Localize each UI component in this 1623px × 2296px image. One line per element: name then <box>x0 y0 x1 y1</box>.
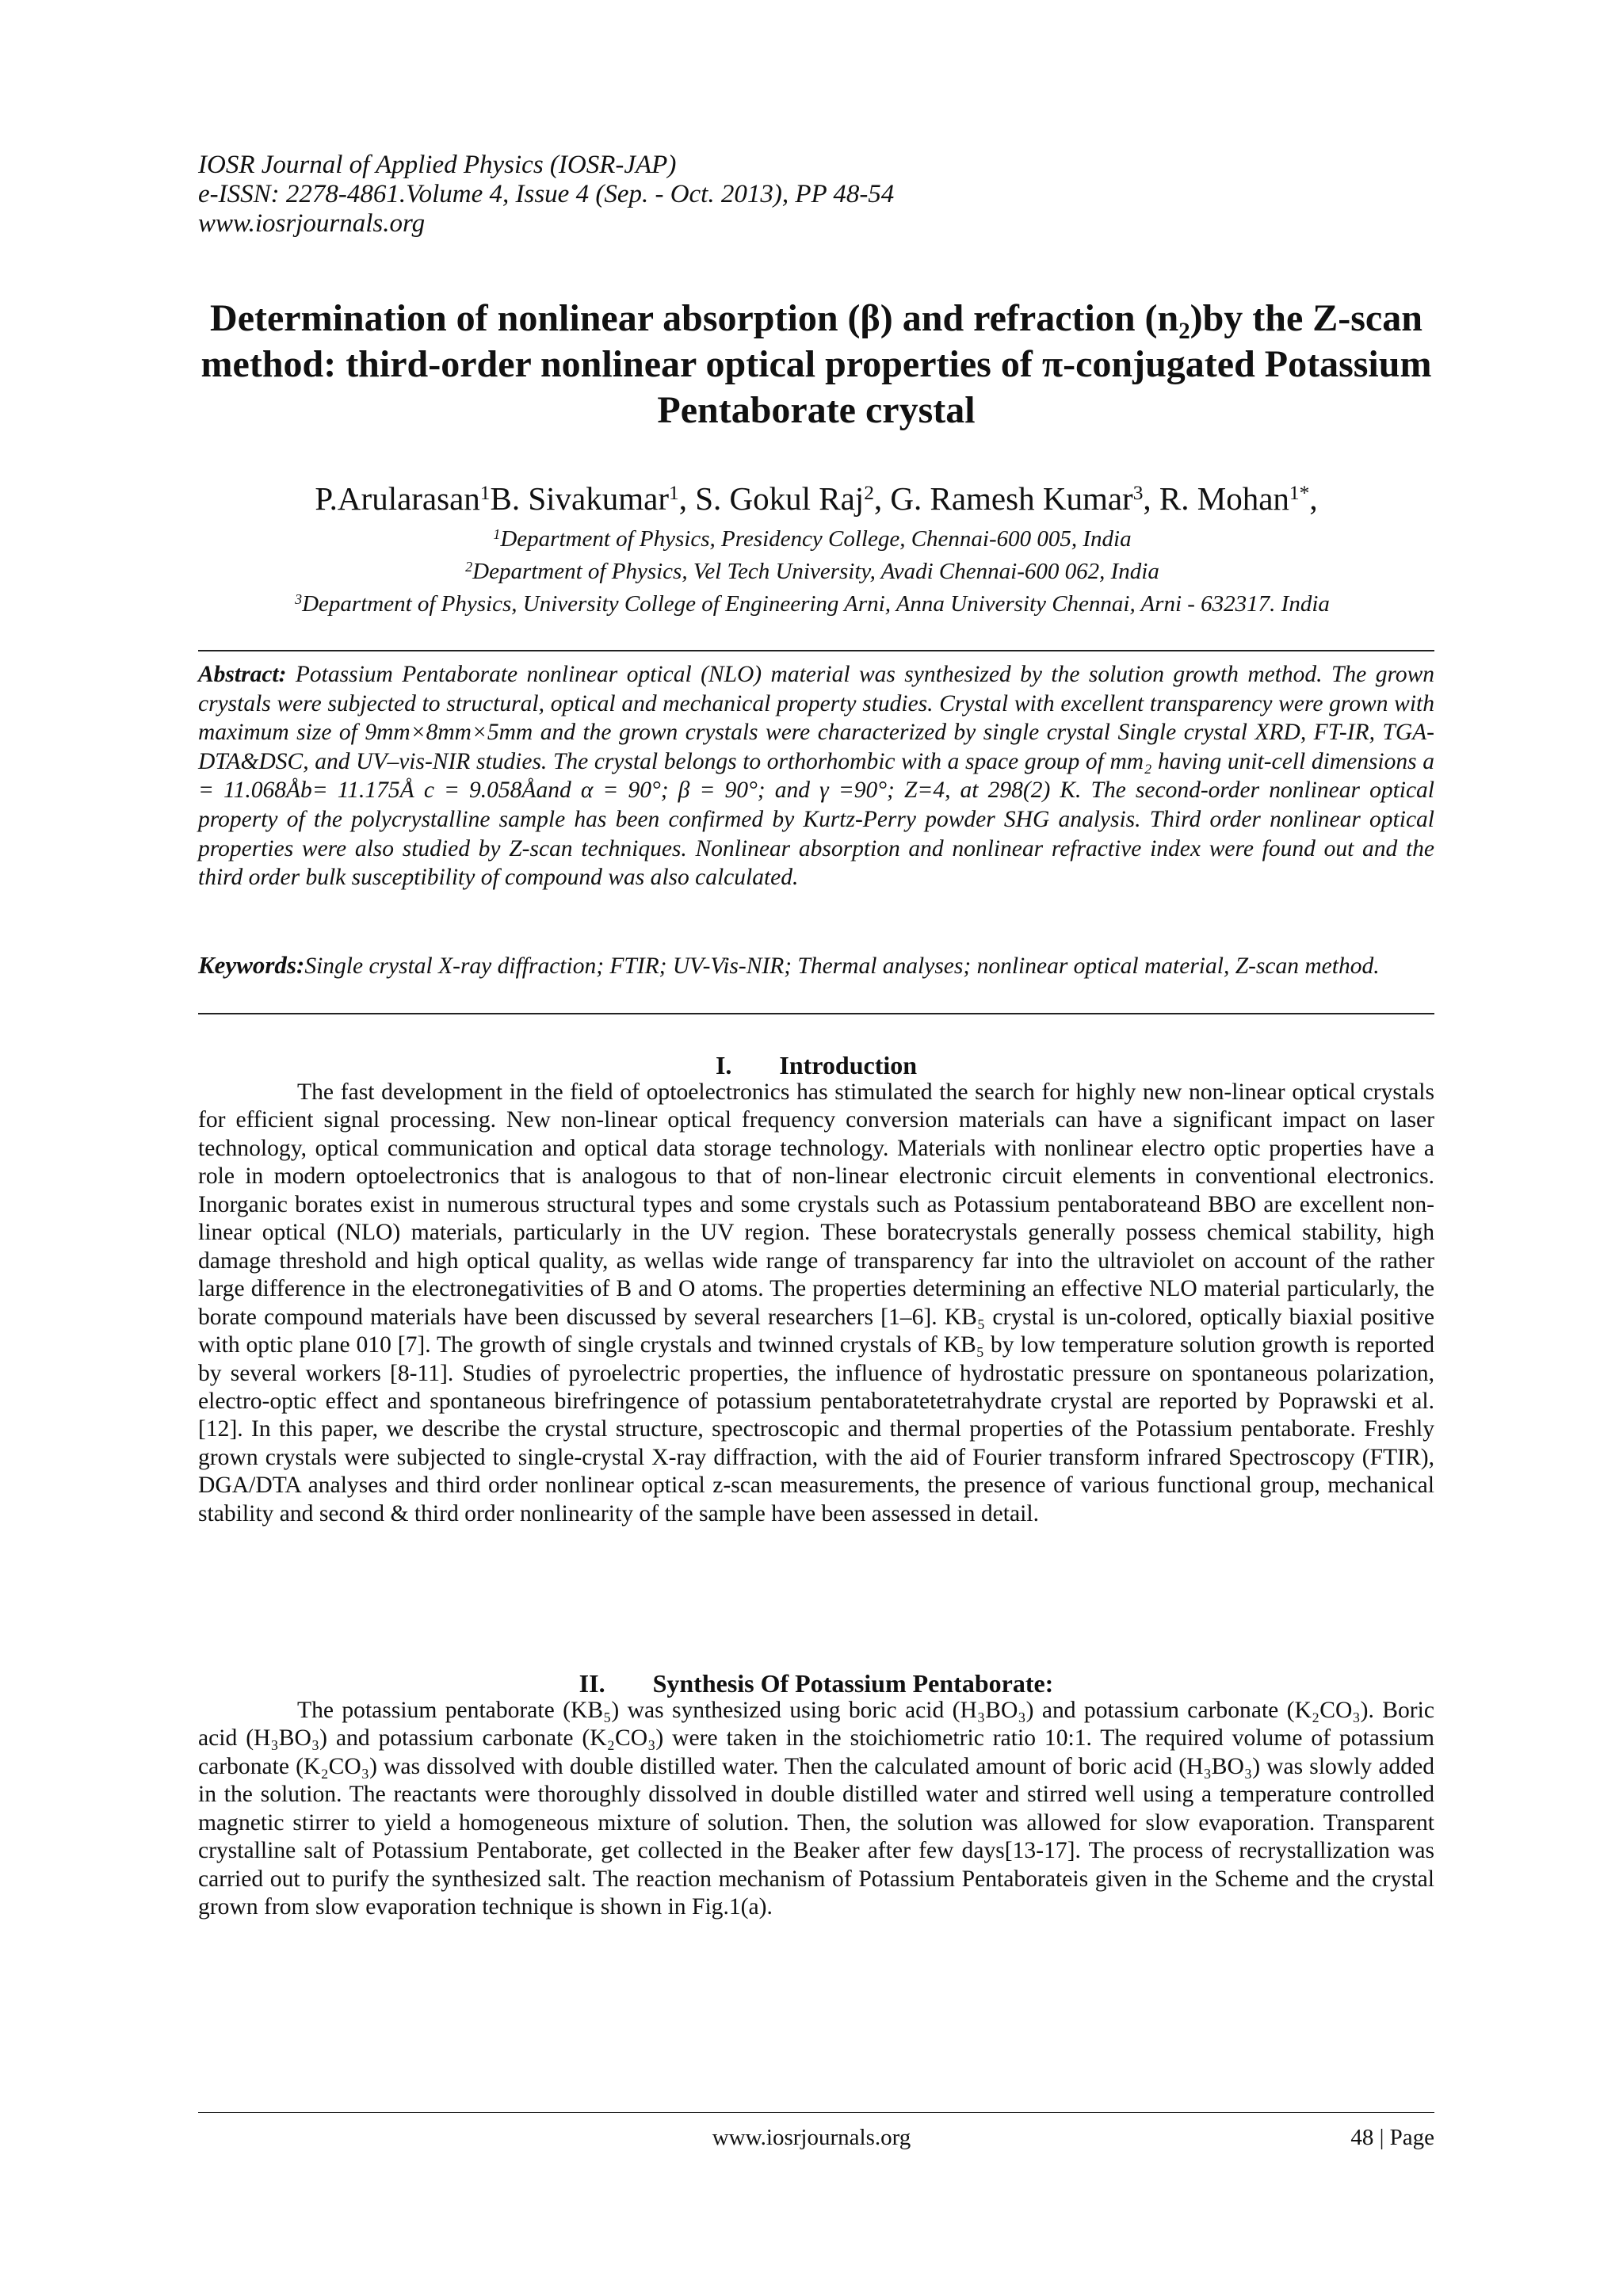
journal-name: IOSR Journal of Applied Physics (IOSR-JAP) <box>198 151 677 179</box>
author-affil-mark: 1* <box>1289 482 1310 505</box>
affiliation-list <box>158 523 1466 621</box>
section-number: I. <box>715 1051 732 1079</box>
journal-issue: e-ISSN: 2278-4861.Volume 4, Issue 4 (Sep. - Oct. 2013), PP 48-54 <box>198 180 895 208</box>
keywords <box>198 951 1434 981</box>
introduction-paragraph: The fast development in the field of optoelectronics has stimulated the search for highly new non-linear optical crystals for efficient signal processing. New non-linear optical frequency conversion materials can have a significant impact on laser technology, optical communication and optical data storage technology. Materials with nonlinear electro optic properties have a role in modern optoelectronics that is analogous to that of non-linear electronic circuit elements in conventional electronics. Inorganic borates exist in numerous structural types and some crystals such as Potassium pentaborateand BBO are excellent non-linear optical (NLO) materials, particularly in the UV region. These boratecrystals generally possess chemical stability, high damage threshold and high optical quality, as wellas wide range of transparency far into the ultraviolet on account of the rather large difference in the electronegativities of B and O atoms. The properties determining an effective NLO material particularly, the borate compound materials have been discussed by several researchers [1–6]. KB₅ crystal is un-colored, optically biaxial positive with optic plane 010 [7]. The growth of single crystals and twinned crystals of KB₅ by low temperature solution growth is reported by several workers [8-11]. Studies of pyroelectric properties, the influence of hydrostatic pressure on spontaneous polarization, electro-optic effect and spontaneous birefringence of potassium pentaboratetetrahydrate crystal are reported by Poprawski et al. [12]. In this paper, we describe the crystal structure, spectroscopic and thermal properties of the Potassium pentaborate. Freshly grown crystals were subjected to single-crystal X-ray diffraction, with the aid of Fourier transform infrared Spectroscopy (FTIR), DGA/DTA analyses and third order nonlinear optical z-scan measurements, the presence of various functional group, mechanical stability and second & third order nonlinearity of the sample have been assessed in detail. <box>198 1079 1434 1526</box>
affiliation-number: 3 <box>295 591 303 608</box>
affiliation <box>158 523 1466 556</box>
journal-website: www.iosrjournals.org <box>198 209 426 238</box>
abstract-top-rule <box>198 650 1434 651</box>
section-number: II. <box>579 1669 605 1698</box>
affiliation <box>158 556 1466 588</box>
section-title: Introduction <box>779 1051 918 1079</box>
author-name: P.Arularasan <box>315 480 480 517</box>
keywords-label: Keywords: <box>198 951 305 979</box>
paper-title: Determination of nonlinear absorption (β) and refraction (n₂)by the Z-scan method: third-order nonlinear optical properties of π-conjugated Potassium Pentaborate crystal <box>200 297 1432 431</box>
author-affil-mark: 2 <box>864 482 874 505</box>
author-affil-mark: 1 <box>668 482 679 505</box>
footer-website: www.iosrjournals.org <box>712 2125 911 2150</box>
synthesis-paragraph: The potassium pentaborate (KB₅) was synthesized using boric acid (H₃BO₃) and potassium carbonate (K₂CO₃). Boric acid (H₃BO₃) and potassium carbonate (K₂CO₃) were taken in the stoichiometric ratio 10:1. The required volume of potassium carbonate (K₂CO₃) was dissolved with double distilled water. Then the calculated amount of boric acid (H₃BO₃) was slowly added in the solution. The reactants were thoroughly dissolved in double distilled water and stirred well using a temperature controlled magnetic stirrer to yield a homogeneous mixture of solution. Then, the solution was allowed for slow evaporation. Transparent crystalline salt of Potassium Pentaborate, get collected in the Beaker after few days[13-17]. The process of recrystallization was carried out to purify the synthesized salt. The reaction mechanism of Potassium Pentaborateis given in the Scheme and the crystal grown from slow evaporation technique is shown in Fig.1(a). <box>198 1698 1434 1920</box>
author-name: B. Sivakumar <box>490 480 669 517</box>
author-affil-mark: 1 <box>479 482 491 505</box>
affiliation-text: Department of Physics, Presidency College, Chennai-600 005, India <box>500 526 1132 552</box>
author-name: S. Gokul Raj <box>695 480 865 517</box>
affiliation-number: 1 <box>493 526 501 543</box>
author-list: P.Arularasan$^1$B. Sivakumar$^1$, S. Gokul Raj$^2$, G. Ramesh Kumar$^3$, R. Mohan$^{1*}$, <box>315 480 1318 517</box>
footer-page-number: 48 | Page <box>1350 2125 1434 2150</box>
keywords-text: Single crystal X-ray diffraction; FTIR; UV-Vis-NIR; Thermal analyses; nonlinear optical material, Z-scan method. <box>304 953 1380 979</box>
author-affil-mark: 3 <box>1132 482 1144 505</box>
author-name: R. Mohan <box>1159 480 1289 517</box>
affiliation-number: 2 <box>465 559 473 575</box>
section-title: Synthesis Of Potassium Pentaborate: <box>652 1669 1054 1698</box>
affiliation-text: Department of Physics, University College of Engineering Arni, Anna University Chennai, Arni - 632317. India <box>302 591 1330 617</box>
author-name: G. Ramesh Kumar <box>890 480 1133 517</box>
abstract-text: Potassium Pentaborate nonlinear optical (NLO) material was synthesized by the solution growth method. The grown crystals were subjected to structural, optical and mechanical property studies. Crystal with excellent transparency were grown with maximum size of 9mm×8mm×5mm and the grown crystals were characterized by single crystal Single crystal XRD, FT-IR, TGA-DTA&DSC, and UV–vis-NIR studies. The crystal belongs to orthorhombic with a space group of mm₂ having unit-cell dimensions a = 11.068Åb= 11.175Å c = 9.058Åand α = 90°; β = 90°; and γ =90°; Z=4, at 298(2) K. The second-order nonlinear optical property of the polycrystalline sample has been confirmed by Kurtz-Perry powder SHG analysis. Third order nonlinear optical properties were also studied by Z-scan techniques. Nonlinear absorption and nonlinear refractive index were found out and the third order bulk susceptibility of compound was also calculated. <box>198 662 1435 891</box>
abstract-bottom-rule <box>198 1013 1434 1014</box>
section-heading-synthesis <box>198 1668 1434 1698</box>
abstract-label: Abstract: <box>198 662 287 687</box>
affiliation-text: Department of Physics, Vel Tech University, Avadi Chennai-600 062, India <box>472 559 1159 584</box>
footer-rule <box>198 2112 1434 2113</box>
affiliation <box>158 588 1466 621</box>
abstract <box>198 660 1434 892</box>
running-header <box>198 151 1434 239</box>
section-heading-introduction <box>198 1050 1434 1080</box>
